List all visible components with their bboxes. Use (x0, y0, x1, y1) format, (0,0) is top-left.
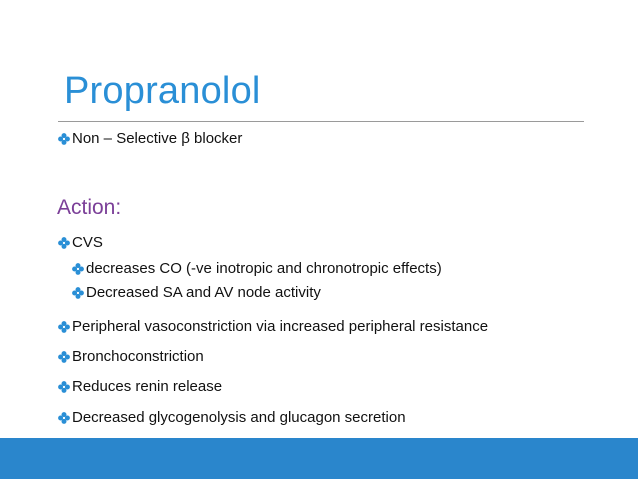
bullet-item (58, 349, 204, 364)
title-divider (58, 121, 584, 122)
bullet-item (58, 235, 103, 250)
action-heading: Action: (57, 196, 122, 219)
bullet-text: Reduces renin release (72, 378, 223, 395)
bullet-text: Bronchoconstriction (72, 348, 204, 365)
diamond-bullet-icon (58, 381, 70, 393)
bullet-text: Decreased SA and AV node activity (86, 284, 321, 301)
diamond-bullet-icon (58, 412, 70, 424)
diamond-bullet-icon (58, 321, 70, 333)
footer-band (0, 438, 638, 479)
diamond-bullet-icon (72, 263, 84, 275)
diamond-bullet-icon (58, 351, 70, 363)
bullet-text: CVS (72, 234, 103, 251)
intro-text: Non – Selective β blocker (72, 130, 243, 147)
slide-title: Propranolol (64, 70, 261, 112)
bullet-text: Decreased glycogenolysis and glucagon secretion (72, 409, 406, 426)
bullet-item (58, 319, 488, 334)
bullet-item (58, 410, 406, 425)
bullet-text: decreases CO (-ve inotropic and chronotropic effects) (86, 260, 442, 277)
diamond-bullet-icon (58, 133, 70, 145)
diamond-bullet-icon (58, 237, 70, 249)
bullet-item (58, 379, 222, 394)
intro-line (58, 131, 242, 146)
diamond-bullet-icon (72, 287, 84, 299)
sub-bullet-item (72, 261, 442, 276)
sub-bullet-item (72, 285, 321, 300)
bullet-text: Peripheral vasoconstriction via increased peripheral resistance (72, 318, 489, 335)
